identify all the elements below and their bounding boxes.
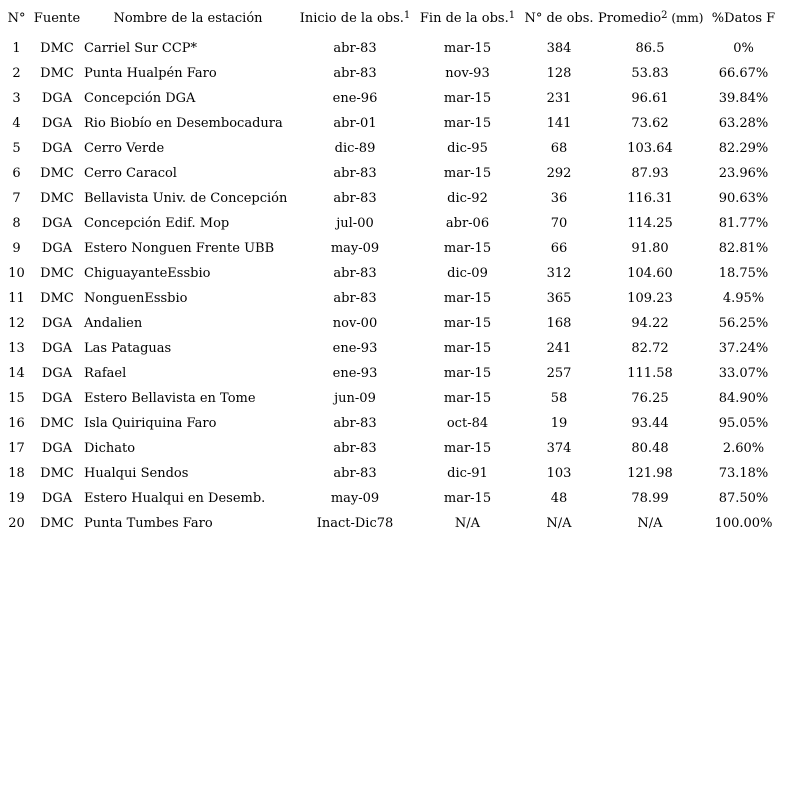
header-nombre-label: Nombre de la estación bbox=[113, 10, 263, 26]
cell-nobs: 48 bbox=[550, 491, 568, 506]
table-body bbox=[0, 36, 785, 536]
cell-datos: 2.60% bbox=[722, 441, 765, 456]
table-row bbox=[0, 186, 785, 211]
cell-fuente: DGA bbox=[41, 216, 73, 231]
cell-nombre: Punta Tumbes Faro bbox=[84, 516, 213, 531]
header-n bbox=[0, 0, 33, 36]
header-promedio-unit: (mm) bbox=[667, 10, 704, 25]
header-fuente bbox=[33, 0, 81, 36]
cell-fuente: DGA bbox=[41, 341, 73, 356]
cell-datos: 66.67% bbox=[718, 66, 769, 81]
cell-inicio: ene-96 bbox=[332, 91, 378, 106]
cell-datos: 39.84% bbox=[718, 91, 769, 106]
cell-datos: 95.05% bbox=[718, 416, 769, 431]
cell-nobs: 231 bbox=[546, 91, 572, 106]
table-row bbox=[0, 211, 785, 236]
cell-datos: 84.90% bbox=[718, 391, 769, 406]
cell-fin: mar-15 bbox=[443, 491, 492, 506]
cell-fin: mar-15 bbox=[443, 41, 492, 56]
cell-n: 10 bbox=[8, 266, 25, 281]
cell-nombre: Estero Hualqui en Desemb. bbox=[84, 491, 266, 506]
cell-fuente: DGA bbox=[41, 316, 73, 331]
cell-datos: 82.29% bbox=[718, 141, 769, 156]
cell-nobs: 68 bbox=[550, 141, 568, 156]
cell-nobs: 292 bbox=[546, 166, 572, 181]
cell-nombre: Estero Nonguen Frente UBB bbox=[84, 241, 275, 256]
cell-fin: abr-06 bbox=[445, 216, 490, 231]
cell-inicio: abr-01 bbox=[333, 116, 377, 131]
cell-inicio: jun-09 bbox=[334, 391, 376, 406]
cell-datos: 18.75% bbox=[718, 266, 769, 281]
cell-promedio: 73.62 bbox=[631, 116, 669, 131]
cell-n: 15 bbox=[8, 391, 25, 406]
cell-n: 1 bbox=[12, 41, 21, 56]
cell-n: 9 bbox=[12, 241, 21, 256]
cell-promedio: 121.98 bbox=[627, 466, 673, 481]
cell-fin: mar-15 bbox=[443, 391, 492, 406]
header-datos-label: %Datos F bbox=[711, 10, 776, 26]
cell-nobs: 374 bbox=[546, 441, 572, 456]
cell-promedio: 116.31 bbox=[627, 191, 673, 206]
cell-nobs: 365 bbox=[546, 291, 572, 306]
cell-nombre: Cerro Caracol bbox=[84, 166, 177, 181]
cell-nobs: 312 bbox=[546, 266, 572, 281]
cell-inicio: abr-83 bbox=[333, 66, 377, 81]
cell-fin: mar-15 bbox=[443, 166, 492, 181]
cell-n: 12 bbox=[8, 316, 25, 331]
cell-nobs: 58 bbox=[550, 391, 568, 406]
cell-datos: 73.18% bbox=[718, 466, 769, 481]
cell-promedio: 93.44 bbox=[631, 416, 669, 431]
cell-nobs: 103 bbox=[546, 466, 572, 481]
cell-inicio: may-09 bbox=[330, 241, 380, 256]
cell-datos: 37.24% bbox=[718, 341, 769, 356]
cell-inicio: abr-83 bbox=[333, 266, 377, 281]
cell-nombre: Bellavista Univ. de Concepción bbox=[84, 191, 288, 206]
cell-nobs: 168 bbox=[546, 316, 572, 331]
cell-nombre: Hualqui Sendos bbox=[84, 466, 189, 481]
cell-fin: mar-15 bbox=[443, 316, 492, 331]
cell-nombre: Concepción Edif. Mop bbox=[84, 216, 230, 231]
cell-n: 18 bbox=[8, 466, 25, 481]
cell-fin: mar-15 bbox=[443, 291, 492, 306]
table-row bbox=[0, 486, 785, 511]
cell-nombre: Carriel Sur CCP* bbox=[84, 41, 198, 56]
cell-fuente: DMC bbox=[40, 66, 74, 81]
table-header bbox=[0, 0, 785, 36]
cell-promedio: 91.80 bbox=[631, 241, 669, 256]
table-row bbox=[0, 436, 785, 461]
cell-fin: dic-92 bbox=[447, 191, 488, 206]
table-row bbox=[0, 136, 785, 161]
cell-nombre: Punta Hualpén Faro bbox=[84, 66, 217, 81]
header-datos bbox=[702, 0, 785, 36]
header-fin-label: Fin de la obs. bbox=[419, 10, 509, 26]
cell-fuente: DGA bbox=[41, 491, 73, 506]
cell-nombre: Concepción DGA bbox=[84, 91, 196, 106]
cell-fin: mar-15 bbox=[443, 241, 492, 256]
header-nobs bbox=[520, 0, 598, 36]
cell-fin: dic-09 bbox=[447, 266, 488, 281]
table-row bbox=[0, 361, 785, 386]
cell-inicio: abr-83 bbox=[333, 291, 377, 306]
cell-n: 6 bbox=[12, 166, 21, 181]
cell-fin: dic-91 bbox=[447, 466, 488, 481]
header-nobs-label: N° de obs. bbox=[524, 10, 594, 26]
header-fin bbox=[415, 0, 520, 36]
cell-fin: mar-15 bbox=[443, 441, 492, 456]
cell-fin: mar-15 bbox=[443, 91, 492, 106]
cell-n: 19 bbox=[8, 491, 25, 506]
cell-fin: oct-84 bbox=[446, 416, 489, 431]
cell-inicio: nov-00 bbox=[332, 316, 378, 331]
cell-promedio: 53.83 bbox=[631, 66, 669, 81]
table-row bbox=[0, 161, 785, 186]
cell-n: 5 bbox=[12, 141, 21, 156]
cell-promedio: 109.23 bbox=[627, 291, 673, 306]
cell-fin: nov-93 bbox=[445, 66, 490, 81]
cell-inicio: ene-93 bbox=[332, 366, 378, 381]
cell-inicio: Inact-Dic78 bbox=[316, 516, 394, 531]
table-row bbox=[0, 261, 785, 286]
cell-fin: mar-15 bbox=[443, 116, 492, 131]
cell-fuente: DGA bbox=[41, 91, 73, 106]
cell-nombre: ChiguayanteEssbio bbox=[84, 266, 211, 281]
cell-inicio: abr-83 bbox=[333, 166, 377, 181]
cell-datos: 90.63% bbox=[718, 191, 769, 206]
header-row bbox=[0, 0, 785, 36]
table-row bbox=[0, 386, 785, 411]
header-promedio bbox=[598, 0, 702, 36]
cell-promedio: 111.58 bbox=[627, 366, 673, 381]
cell-promedio: 103.64 bbox=[627, 141, 673, 156]
table-row bbox=[0, 86, 785, 111]
header-inicio-footnote: 1 bbox=[403, 9, 411, 21]
cell-promedio: 78.99 bbox=[631, 491, 669, 506]
cell-promedio: 87.93 bbox=[631, 166, 669, 181]
cell-promedio: 104.60 bbox=[627, 266, 673, 281]
cell-inicio: abr-83 bbox=[333, 441, 377, 456]
cell-inicio: jul-00 bbox=[336, 216, 374, 231]
cell-fuente: DMC bbox=[40, 516, 74, 531]
cell-fuente: DGA bbox=[41, 241, 73, 256]
cell-inicio: dic-89 bbox=[334, 141, 376, 156]
cell-nobs: 36 bbox=[550, 191, 568, 206]
cell-fuente: DGA bbox=[41, 141, 73, 156]
cell-nombre: Las Pataguas bbox=[84, 341, 172, 356]
table-row bbox=[0, 311, 785, 336]
cell-nombre: Isla Quiriquina Faro bbox=[84, 416, 217, 431]
header-promedio-label: Promedio bbox=[598, 10, 662, 26]
cell-nobs: 384 bbox=[546, 41, 572, 56]
cell-datos: 56.25% bbox=[718, 316, 769, 331]
cell-datos: 63.28% bbox=[718, 116, 769, 131]
table-row bbox=[0, 236, 785, 261]
header-fin-footnote: 1 bbox=[508, 9, 516, 21]
cell-datos: 100.00% bbox=[714, 516, 773, 531]
header-nombre bbox=[81, 0, 295, 36]
cell-nombre: Rafael bbox=[84, 366, 127, 381]
cell-inicio: ene-93 bbox=[332, 341, 378, 356]
table-row bbox=[0, 461, 785, 486]
cell-fuente: DGA bbox=[41, 116, 73, 131]
cell-n: 16 bbox=[8, 416, 25, 431]
cell-n: 20 bbox=[8, 516, 25, 531]
cell-fuente: DMC bbox=[40, 191, 74, 206]
table-row bbox=[0, 61, 785, 86]
cell-fin: mar-15 bbox=[443, 366, 492, 381]
table-row bbox=[0, 111, 785, 136]
cell-datos: 87.50% bbox=[718, 491, 769, 506]
table-row bbox=[0, 411, 785, 436]
cell-n: 7 bbox=[12, 191, 21, 206]
table-row bbox=[0, 511, 785, 536]
cell-nombre: NonguenEssbio bbox=[84, 291, 188, 306]
cell-fuente: DGA bbox=[41, 391, 73, 406]
cell-nobs: 66 bbox=[550, 241, 568, 256]
cell-promedio: 80.48 bbox=[631, 441, 669, 456]
cell-fin: N/A bbox=[454, 516, 481, 531]
cell-fuente: DGA bbox=[41, 366, 73, 381]
cell-nobs: 128 bbox=[546, 66, 572, 81]
header-fuente-label: Fuente bbox=[33, 10, 81, 26]
table-row bbox=[0, 286, 785, 311]
cell-nombre: Andalien bbox=[84, 316, 143, 331]
cell-datos: 33.07% bbox=[718, 366, 769, 381]
cell-fin: mar-15 bbox=[443, 341, 492, 356]
table-row bbox=[0, 336, 785, 361]
cell-fuente: DMC bbox=[40, 41, 74, 56]
header-inicio-label: Inicio de la obs. bbox=[299, 10, 404, 26]
cell-promedio: 114.25 bbox=[627, 216, 673, 231]
header-n-label: N° bbox=[7, 10, 26, 26]
cell-n: 11 bbox=[8, 291, 25, 306]
cell-fuente: DMC bbox=[40, 266, 74, 281]
cell-promedio: 86.5 bbox=[635, 41, 665, 56]
cell-fuente: DMC bbox=[40, 416, 74, 431]
cell-n: 17 bbox=[8, 441, 25, 456]
cell-nombre: Rio Biobío en Desembocadura bbox=[84, 116, 283, 131]
cell-datos: 81.77% bbox=[718, 216, 769, 231]
header-inicio bbox=[295, 0, 415, 36]
cell-fuente: DMC bbox=[40, 291, 74, 306]
cell-fuente: DGA bbox=[41, 441, 73, 456]
cell-promedio: 76.25 bbox=[631, 391, 669, 406]
cell-promedio: 94.22 bbox=[631, 316, 669, 331]
cell-nobs: 70 bbox=[550, 216, 568, 231]
cell-datos: 23.96% bbox=[718, 166, 769, 181]
cell-nobs: 19 bbox=[550, 416, 568, 431]
header-promedio-footnote: 2 bbox=[661, 9, 668, 21]
table-row bbox=[0, 36, 785, 61]
cell-promedio: 96.61 bbox=[631, 91, 669, 106]
cell-nombre: Estero Bellavista en Tome bbox=[84, 391, 256, 406]
cell-n: 8 bbox=[12, 216, 21, 231]
cell-inicio: may-09 bbox=[330, 491, 380, 506]
cell-fuente: DMC bbox=[40, 466, 74, 481]
cell-nobs: 241 bbox=[546, 341, 572, 356]
cell-inicio: abr-83 bbox=[333, 191, 377, 206]
cell-nombre: Cerro Verde bbox=[84, 141, 165, 156]
cell-nobs: N/A bbox=[546, 516, 572, 531]
cell-n: 3 bbox=[12, 91, 21, 106]
cell-fuente: DMC bbox=[40, 166, 74, 181]
cell-nobs: 257 bbox=[546, 366, 572, 381]
cell-n: 13 bbox=[8, 341, 25, 356]
cell-inicio: abr-83 bbox=[333, 41, 377, 56]
cell-inicio: abr-83 bbox=[333, 466, 377, 481]
cell-datos: 82.81% bbox=[718, 241, 769, 256]
cell-n: 4 bbox=[12, 116, 21, 131]
cell-promedio: N/A bbox=[637, 516, 663, 531]
cell-n: 2 bbox=[12, 66, 21, 81]
cell-nobs: 141 bbox=[546, 116, 572, 131]
cell-promedio: 82.72 bbox=[631, 341, 669, 356]
cell-nombre: Dichato bbox=[84, 441, 136, 456]
cell-datos: 4.95% bbox=[722, 291, 765, 306]
cell-fin: dic-95 bbox=[447, 141, 488, 156]
cell-datos: 0% bbox=[733, 41, 754, 56]
cell-inicio: abr-83 bbox=[333, 416, 377, 431]
cell-n: 14 bbox=[8, 366, 25, 381]
